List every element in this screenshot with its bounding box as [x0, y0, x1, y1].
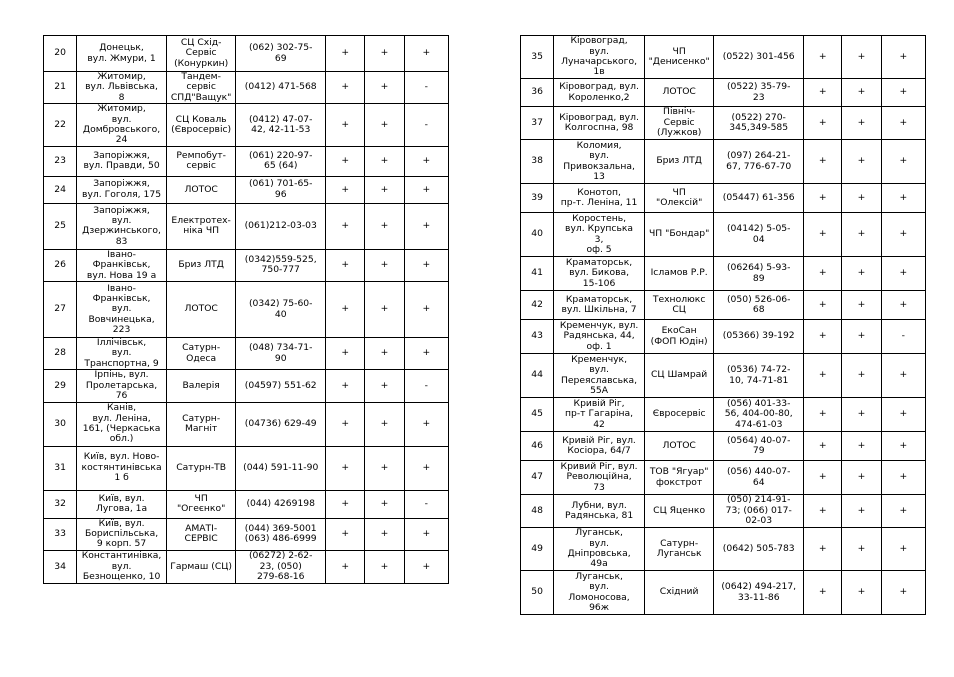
mark-cell-1: + — [804, 184, 842, 213]
right-service-table — [520, 35, 926, 615]
mark-cell-1: + — [804, 213, 842, 257]
mark-cell-1: + — [804, 432, 842, 461]
mark-cell-2: + — [842, 571, 881, 615]
mark-cell-3: + — [881, 571, 925, 615]
table-row — [521, 213, 926, 257]
mark-cell-2: + — [365, 176, 404, 203]
service-center-cell: Ісламов Р.Р. — [644, 257, 714, 291]
row-number: 36 — [521, 79, 554, 107]
phone-cell: (050) 214-91- 73; (066) 017- 02-03 — [714, 495, 804, 528]
phone-cell: (0522) 270- 345,349-585 — [714, 107, 804, 140]
address-cell: Коростень, вул. Крупська 3, оф. 5 — [554, 213, 645, 257]
table-row — [44, 146, 449, 176]
address-cell: Луганськ, вул. Ломоносова, 96ж — [554, 571, 645, 615]
mark-cell-1: + — [326, 203, 365, 249]
row-number: 24 — [44, 176, 77, 203]
service-center-cell: ЛОТОС — [644, 432, 714, 461]
phone-cell: (05447) 61-356 — [714, 184, 804, 213]
mark-cell-2: + — [365, 490, 404, 518]
mark-cell-3: + — [404, 36, 448, 72]
mark-cell-3: - — [881, 320, 925, 354]
service-center-cell: Північ- Сервіс (Лужков) — [644, 107, 714, 140]
address-cell: Луганськ, вул. Дніпровська, 49а — [554, 528, 645, 571]
mark-cell-2: + — [365, 36, 404, 72]
service-center-cell: ЧП "Олексій" — [644, 184, 714, 213]
mark-cell-3: + — [881, 79, 925, 107]
mark-cell-1: + — [804, 461, 842, 495]
table-row — [521, 398, 926, 432]
address-cell: Константинівка, вул. Безнощенко, 10 — [77, 550, 167, 583]
row-number: 34 — [44, 550, 77, 583]
table-row — [521, 432, 926, 461]
row-number: 21 — [44, 72, 77, 104]
address-cell: Краматорськ, вул. Бикова, 15-106 — [554, 257, 645, 291]
service-center-cell: ТОВ "Ягуар" фокстрот — [644, 461, 714, 495]
service-center-cell: Гармаш (СЦ) — [166, 550, 236, 583]
address-cell: Іллічівськ, вул. Транспортна, 9 — [77, 338, 167, 370]
mark-cell-2: + — [842, 432, 881, 461]
address-cell: Краматорськ, вул. Шкільна, 7 — [554, 291, 645, 320]
table-row — [44, 446, 449, 490]
address-cell: Кременчук, вул. Переяславська, 55А — [554, 354, 645, 398]
mark-cell-3: + — [881, 528, 925, 571]
phone-cell: (097) 264-21- 67, 776-67-70 — [714, 140, 804, 184]
service-center-cell: Сатурн- Луганськ — [644, 528, 714, 571]
mark-cell-3: + — [881, 461, 925, 495]
service-center-cell: Сатурн- Одеса — [166, 338, 236, 370]
phone-cell: (0342) 75-60- 40 — [236, 282, 326, 338]
mark-cell-3: + — [404, 249, 448, 281]
mark-cell-1: + — [804, 571, 842, 615]
row-number: 29 — [44, 370, 77, 402]
mark-cell-3: + — [881, 140, 925, 184]
mark-cell-2: + — [365, 203, 404, 249]
service-center-cell: ЛОТОС — [644, 79, 714, 107]
address-cell: Івано- Франківськ, вул. Нова 19 а — [77, 249, 167, 281]
mark-cell-1: + — [804, 398, 842, 432]
table-row — [521, 495, 926, 528]
phone-cell: (0522) 35-79- 23 — [714, 79, 804, 107]
phone-cell: (0642) 494-217, 33-11-86 — [714, 571, 804, 615]
mark-cell-2: + — [365, 402, 404, 446]
address-cell: Київ, вул. Лугова, 1а — [77, 490, 167, 518]
phone-cell: (056) 440-07- 64 — [714, 461, 804, 495]
mark-cell-3: + — [404, 282, 448, 338]
table-row — [521, 107, 926, 140]
mark-cell-3: + — [404, 550, 448, 583]
phone-cell: (06264) 5-93- 89 — [714, 257, 804, 291]
mark-cell-2: + — [842, 528, 881, 571]
address-cell: Кіровоград, вул. Короленко,2 — [554, 79, 645, 107]
row-number: 23 — [44, 146, 77, 176]
mark-cell-3: - — [404, 72, 448, 104]
mark-cell-2: + — [842, 213, 881, 257]
mark-cell-2: + — [365, 72, 404, 104]
phone-cell: (04597) 551-62 — [236, 370, 326, 402]
mark-cell-3: + — [881, 432, 925, 461]
service-center-cell: Бриз ЛТД — [166, 249, 236, 281]
row-number: 45 — [521, 398, 554, 432]
left-service-table — [43, 35, 449, 584]
mark-cell-1: + — [326, 146, 365, 176]
mark-cell-1: + — [804, 79, 842, 107]
phone-cell: (0642) 505-783 — [714, 528, 804, 571]
mark-cell-1: + — [326, 518, 365, 550]
mark-cell-2: + — [365, 518, 404, 550]
address-cell: Кривій Ріг, вул. Косіора, 64/7 — [554, 432, 645, 461]
row-number: 49 — [521, 528, 554, 571]
mark-cell-2: + — [842, 495, 881, 528]
table-row — [44, 176, 449, 203]
mark-cell-3: - — [404, 370, 448, 402]
table-row — [44, 550, 449, 583]
mark-cell-1: + — [804, 257, 842, 291]
phone-cell: (0412) 471-568 — [236, 72, 326, 104]
mark-cell-3: + — [404, 402, 448, 446]
mark-cell-1: + — [326, 550, 365, 583]
row-number: 20 — [44, 36, 77, 72]
mark-cell-2: + — [365, 338, 404, 370]
mark-cell-3: + — [881, 398, 925, 432]
service-center-cell: СЦ Шамрай — [644, 354, 714, 398]
phone-cell: (044) 591-11-90 — [236, 446, 326, 490]
address-cell: Кривий Ріг, вул. Революційна, 73 — [554, 461, 645, 495]
row-number: 46 — [521, 432, 554, 461]
mark-cell-3: + — [404, 146, 448, 176]
row-number: 48 — [521, 495, 554, 528]
phone-cell: (044) 369-5001 (063) 486-6999 — [236, 518, 326, 550]
service-center-cell: Бриз ЛТД — [644, 140, 714, 184]
mark-cell-2: + — [842, 79, 881, 107]
mark-cell-2: + — [365, 550, 404, 583]
phone-cell: (0412) 47-07- 42, 42-11-53 — [236, 104, 326, 147]
table-row — [521, 528, 926, 571]
mark-cell-2: + — [842, 354, 881, 398]
address-cell: Кіровоград, вул. Колгоспна, 98 — [554, 107, 645, 140]
table-row — [521, 571, 926, 615]
row-number: 41 — [521, 257, 554, 291]
mark-cell-3: + — [881, 354, 925, 398]
mark-cell-2: + — [842, 291, 881, 320]
table-row — [44, 72, 449, 104]
mark-cell-2: + — [842, 36, 881, 79]
table-row — [521, 320, 926, 354]
service-center-cell: ЧП "Денисенко" — [644, 36, 714, 79]
phone-cell: (061) 220-97- 65 (64) — [236, 146, 326, 176]
row-number: 43 — [521, 320, 554, 354]
phone-cell: (04736) 629-49 — [236, 402, 326, 446]
table-row — [44, 36, 449, 72]
service-center-cell: СЦ Схід- Сервіс (Конуркин) — [166, 36, 236, 72]
service-center-cell: ЧП "Бондар" — [644, 213, 714, 257]
mark-cell-1: + — [326, 249, 365, 281]
service-center-cell: Сатурн- Магніт — [166, 402, 236, 446]
mark-cell-3: + — [404, 518, 448, 550]
table-row — [521, 461, 926, 495]
address-cell: Канів, вул. Леніна, 161, (Черкаська обл.) — [77, 402, 167, 446]
mark-cell-3: + — [881, 495, 925, 528]
phone-cell: (04142) 5-05- 04 — [714, 213, 804, 257]
mark-cell-2: + — [365, 146, 404, 176]
service-center-cell: ЛОТОС — [166, 176, 236, 203]
mark-cell-1: + — [326, 72, 365, 104]
row-number: 31 — [44, 446, 77, 490]
service-center-cell: Валерія — [166, 370, 236, 402]
mark-cell-2: + — [842, 320, 881, 354]
mark-cell-2: + — [365, 370, 404, 402]
mark-cell-3: + — [881, 184, 925, 213]
phone-cell: (0522) 301-456 — [714, 36, 804, 79]
phone-cell: (0564) 40-07- 79 — [714, 432, 804, 461]
mark-cell-1: + — [804, 320, 842, 354]
service-center-cell: СЦ Яценко — [644, 495, 714, 528]
mark-cell-3: - — [404, 104, 448, 147]
phone-cell: (044) 4269198 — [236, 490, 326, 518]
mark-cell-1: + — [804, 140, 842, 184]
mark-cell-1: + — [804, 528, 842, 571]
mark-cell-3: + — [881, 36, 925, 79]
table-row — [44, 203, 449, 249]
table-row — [521, 257, 926, 291]
mark-cell-1: + — [804, 291, 842, 320]
row-number: 33 — [44, 518, 77, 550]
row-number: 22 — [44, 104, 77, 147]
mark-cell-2: + — [842, 140, 881, 184]
phone-cell: (0342)559-525, 750-777 — [236, 249, 326, 281]
address-cell: Житомир, вул. Львівська, 8 — [77, 72, 167, 104]
table-row — [521, 291, 926, 320]
mark-cell-1: + — [804, 107, 842, 140]
address-cell: Донецьк, вул. Жмури, 1 — [77, 36, 167, 72]
address-cell: Кіровоград, вул. Луначарського, 1в — [554, 36, 645, 79]
mark-cell-3: + — [881, 257, 925, 291]
table-row — [44, 249, 449, 281]
address-cell: Лубни, вул. Радянська, 81 — [554, 495, 645, 528]
row-number: 25 — [44, 203, 77, 249]
table-row — [521, 184, 926, 213]
mark-cell-2: + — [842, 257, 881, 291]
row-number: 37 — [521, 107, 554, 140]
address-cell: Житомир, вул. Домбровського, 24 — [77, 104, 167, 147]
mark-cell-2: + — [365, 446, 404, 490]
mark-cell-1: + — [326, 176, 365, 203]
mark-cell-3: + — [404, 338, 448, 370]
phone-cell: (062) 302-75- 69 — [236, 36, 326, 72]
mark-cell-1: + — [804, 354, 842, 398]
phone-cell: (05366) 39-192 — [714, 320, 804, 354]
row-number: 28 — [44, 338, 77, 370]
mark-cell-1: + — [326, 370, 365, 402]
table-row — [521, 79, 926, 107]
address-cell: Київ, вул. Бориспільська, 9 корп. 57 — [77, 518, 167, 550]
table-row — [44, 490, 449, 518]
service-center-cell: ЛОТОС — [166, 282, 236, 338]
mark-cell-1: + — [326, 402, 365, 446]
address-cell: Запоріжжя, вул. Дзержинського, 83 — [77, 203, 167, 249]
mark-cell-1: + — [326, 490, 365, 518]
table-row — [44, 518, 449, 550]
mark-cell-3: + — [881, 291, 925, 320]
address-cell: Запоріжжя, вул. Гоголя, 175 — [77, 176, 167, 203]
row-number: 44 — [521, 354, 554, 398]
mark-cell-1: + — [326, 36, 365, 72]
mark-cell-1: + — [326, 282, 365, 338]
service-center-cell: Євросервіс — [644, 398, 714, 432]
address-cell: Запоріжжя, вул. Правди, 50 — [77, 146, 167, 176]
row-number: 38 — [521, 140, 554, 184]
mark-cell-1: + — [326, 338, 365, 370]
row-number: 32 — [44, 490, 77, 518]
row-number: 35 — [521, 36, 554, 79]
mark-cell-2: + — [365, 104, 404, 147]
phone-cell: (056) 401-33- 56, 404-00-80, 474-61-03 — [714, 398, 804, 432]
mark-cell-3: + — [404, 203, 448, 249]
mark-cell-1: + — [326, 446, 365, 490]
mark-cell-3: - — [404, 490, 448, 518]
service-center-cell: Тандем- сервіс СПД"Ващук" — [166, 72, 236, 104]
table-row — [521, 140, 926, 184]
mark-cell-2: + — [842, 398, 881, 432]
phone-cell: (061)212-03-03 — [236, 203, 326, 249]
service-center-cell: ЧП "Огеєнко" — [166, 490, 236, 518]
mark-cell-3: + — [881, 213, 925, 257]
table-row — [44, 282, 449, 338]
address-cell: Івано- Франківськ, вул. Вовчинецька, 223 — [77, 282, 167, 338]
service-center-cell: Східний — [644, 571, 714, 615]
row-number: 39 — [521, 184, 554, 213]
service-center-cell: Ремпобут- сервіс — [166, 146, 236, 176]
phone-cell: (06272) 2-62- 23, (050) 279-68-16 — [236, 550, 326, 583]
mark-cell-2: + — [842, 184, 881, 213]
table-row — [44, 338, 449, 370]
mark-cell-3: + — [404, 176, 448, 203]
row-number: 26 — [44, 249, 77, 281]
service-center-cell: ЕкоСан (ФОП Юдін) — [644, 320, 714, 354]
service-center-cell: Сатурн-ТВ — [166, 446, 236, 490]
phone-cell: (048) 734-71- 90 — [236, 338, 326, 370]
mark-cell-3: + — [404, 446, 448, 490]
table-row — [521, 36, 926, 79]
address-cell: Конотоп, пр-т. Леніна, 11 — [554, 184, 645, 213]
service-center-cell: Електротех- ніка ЧП — [166, 203, 236, 249]
row-number: 30 — [44, 402, 77, 446]
mark-cell-2: + — [365, 249, 404, 281]
table-row — [44, 402, 449, 446]
mark-cell-3: + — [881, 107, 925, 140]
row-number: 47 — [521, 461, 554, 495]
phone-cell: (050) 526-06- 68 — [714, 291, 804, 320]
table-row — [44, 370, 449, 402]
address-cell: Київ, вул. Ново- костянтинівська 1 б — [77, 446, 167, 490]
row-number: 50 — [521, 571, 554, 615]
phone-cell: (061) 701-65- 96 — [236, 176, 326, 203]
service-center-cell: АМАТІ- СЕРВІС — [166, 518, 236, 550]
row-number: 42 — [521, 291, 554, 320]
table-row — [44, 104, 449, 147]
mark-cell-2: + — [365, 282, 404, 338]
address-cell: Кременчук, вул. Радянська, 44, оф. 1 — [554, 320, 645, 354]
phone-cell: (0536) 74-72- 10, 74-71-81 — [714, 354, 804, 398]
mark-cell-2: + — [842, 107, 881, 140]
mark-cell-1: + — [804, 36, 842, 79]
row-number: 27 — [44, 282, 77, 338]
table-row — [521, 354, 926, 398]
row-number: 40 — [521, 213, 554, 257]
mark-cell-1: + — [804, 495, 842, 528]
address-cell: Кривій Ріг, пр-т Гагаріна, 42 — [554, 398, 645, 432]
mark-cell-2: + — [842, 461, 881, 495]
service-center-cell: СЦ Коваль (Євросервіс) — [166, 104, 236, 147]
address-cell: Ірпінь, вул. Пролетарська, 76 — [77, 370, 167, 402]
address-cell: Коломия, вул. Привокзальна, 13 — [554, 140, 645, 184]
mark-cell-1: + — [326, 104, 365, 147]
service-center-cell: Технолюкс СЦ — [644, 291, 714, 320]
